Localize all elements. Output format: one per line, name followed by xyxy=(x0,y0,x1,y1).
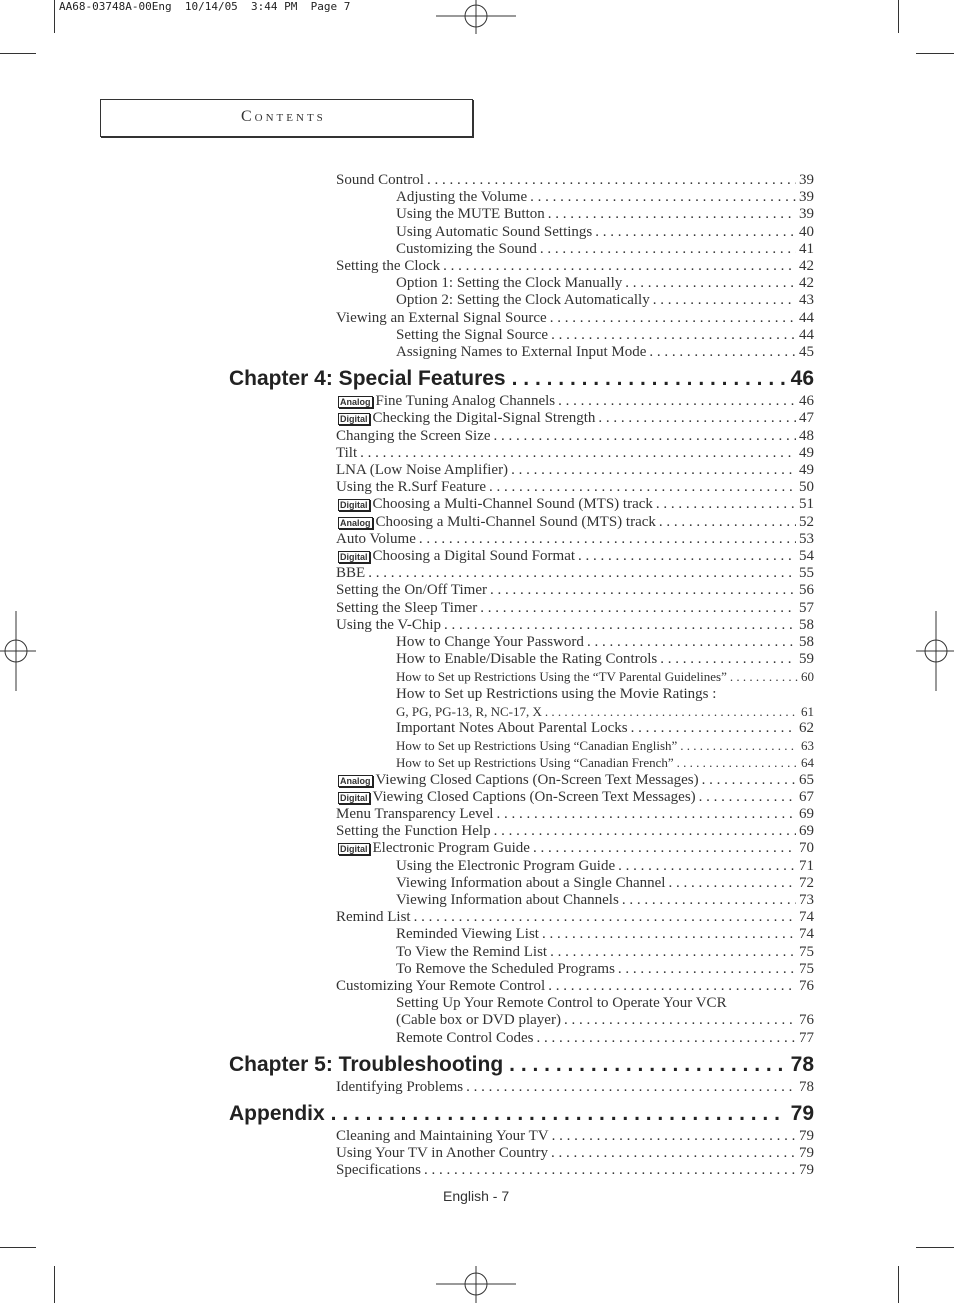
registration-mark-icon xyxy=(0,611,36,691)
toc-page-number: 74 xyxy=(799,909,814,926)
toc-entry[interactable] xyxy=(396,944,814,961)
crop-mark xyxy=(54,1266,55,1303)
toc-page-number: 71 xyxy=(799,857,814,874)
toc-entry-label: Changing the Screen Size xyxy=(336,427,491,444)
toc-page-number: 58 xyxy=(799,616,814,633)
toc-entry[interactable] xyxy=(336,1145,814,1162)
toc-entry-label: LNA (Low Noise Amplifier) xyxy=(336,462,509,478)
toc-entry[interactable] xyxy=(338,548,814,565)
toc-entry[interactable] xyxy=(336,479,814,496)
toc-entry[interactable] xyxy=(336,1128,814,1145)
toc-entry-label: Using Automatic Sound Settings xyxy=(396,223,593,240)
toc-entry[interactable] xyxy=(336,806,814,823)
toc-entry-label: Viewing Information about Channels xyxy=(396,892,619,908)
digital-badge-icon: Digital xyxy=(340,500,368,511)
toc-entry[interactable] xyxy=(338,789,814,806)
leader-dots xyxy=(558,393,796,410)
toc-page-number: 57 xyxy=(799,599,814,616)
toc-page-number: 39 xyxy=(799,206,814,223)
toc-entry[interactable] xyxy=(396,995,814,1012)
toc-entry[interactable] xyxy=(336,617,814,634)
crop-mark xyxy=(54,0,55,33)
toc-entry[interactable] xyxy=(396,737,814,754)
toc-entry-label: Identifying Problems xyxy=(336,1078,464,1095)
toc-page-number: 44 xyxy=(799,309,814,326)
chapter-page-number: 78 xyxy=(790,1052,814,1076)
toc-entry-label: Viewing Closed Captions (On-Screen Text Messages) xyxy=(372,788,696,805)
toc-entry[interactable] xyxy=(396,1030,814,1047)
chapter-heading[interactable] xyxy=(229,365,814,391)
toc-page-number: 75 xyxy=(799,960,814,977)
digital-badge-icon: Digital xyxy=(340,414,368,425)
toc-page-number: 69 xyxy=(799,823,814,840)
toc-page-number: 73 xyxy=(799,892,814,908)
toc-page-number: 45 xyxy=(799,344,814,360)
toc-entry[interactable] xyxy=(396,327,814,344)
leader-dots xyxy=(551,1145,796,1162)
toc-entry[interactable] xyxy=(396,754,814,771)
toc-entry[interactable] xyxy=(336,909,814,926)
toc-page-number: 67 xyxy=(799,788,814,805)
toc-entry[interactable] xyxy=(396,275,814,292)
toc-page-number: 62 xyxy=(799,720,814,736)
leader-dots xyxy=(419,531,796,548)
toc-entry[interactable] xyxy=(396,206,814,223)
toc-page-number: 50 xyxy=(799,479,814,496)
analog-badge-icon: Analog xyxy=(340,775,371,786)
toc-entry-label: Setting Up Your Remote Control to Operate Your VCR xyxy=(396,995,727,1012)
toc-entry-label: G, PG, PG-13, R, NC-17, X xyxy=(396,703,542,719)
toc-entry[interactable] xyxy=(336,428,814,445)
crop-mark xyxy=(916,53,954,54)
toc-page-number: 61 xyxy=(801,703,814,719)
leader-dots xyxy=(494,428,796,445)
toc-entry-label: Assigning Names to External Input Mode xyxy=(396,344,647,360)
chapter-title: Chapter 5: Troubleshooting xyxy=(229,1052,504,1076)
leader-dots xyxy=(551,327,796,344)
toc-page-number: 70 xyxy=(799,840,814,857)
toc-entry-label: Electronic Program Guide xyxy=(372,840,530,857)
toc-entry-label: Important Notes About Parental Locks xyxy=(396,720,628,736)
leader-dots xyxy=(443,258,796,275)
toc-entry[interactable] xyxy=(396,961,814,978)
toc-entry-label: (Cable box or DVD player) xyxy=(396,1012,561,1029)
leader-dots xyxy=(542,926,796,943)
toc-page-number: 46 xyxy=(799,393,814,410)
leader-dots xyxy=(368,565,796,582)
toc-page-number: 60 xyxy=(801,669,814,685)
leader-dots xyxy=(668,875,796,892)
toc-entry-label: Option 1: Setting the Clock Manually xyxy=(396,275,623,292)
toc-entry[interactable] xyxy=(396,858,814,875)
toc-entry-label: Using the R.Surf Feature xyxy=(336,479,486,496)
toc-entry[interactable] xyxy=(396,875,814,892)
toc-entry-label: Option 2: Setting the Clock Automatically xyxy=(396,292,650,309)
leader-dots xyxy=(552,1128,796,1145)
toc-entry[interactable] xyxy=(396,926,814,943)
leader-dots xyxy=(564,1012,796,1029)
toc-page-number: 42 xyxy=(799,258,814,274)
registration-mark-icon xyxy=(436,0,516,34)
leader-dots xyxy=(660,651,796,668)
leader-dots xyxy=(618,961,796,978)
page-title: Contents xyxy=(241,108,326,125)
toc-entry-label: To View the Remind List xyxy=(396,943,548,960)
toc-page-number: 63 xyxy=(801,738,814,754)
leader-dots xyxy=(489,479,796,496)
toc-entry[interactable] xyxy=(336,600,814,617)
leader-dots xyxy=(490,582,796,599)
toc-entry-label: How to Set up Restrictions Using the “TV Parental Guidelines” xyxy=(396,669,727,685)
toc-entry[interactable] xyxy=(338,772,814,789)
toc-entry-label: Setting the Clock xyxy=(336,258,441,274)
toc-page-number: 76 xyxy=(799,1012,814,1029)
toc-entry-label: Setting the On/Off Timer xyxy=(336,582,487,599)
toc-entry[interactable] xyxy=(396,241,814,258)
toc-entry[interactable] xyxy=(336,1162,814,1179)
toc-entry-label: Setting the Signal Source xyxy=(396,326,549,343)
leader-dots xyxy=(680,737,798,754)
leader-dots xyxy=(649,344,796,361)
toc-page-number: 72 xyxy=(799,874,814,891)
toc-page-number: 55 xyxy=(799,565,814,582)
toc-page-number: 49 xyxy=(799,444,814,461)
toc-entry-label: Cleaning and Maintaining Your TV xyxy=(336,1128,549,1144)
toc-entry[interactable] xyxy=(396,703,814,720)
toc-entry-label: Sound Control xyxy=(336,172,424,188)
toc-entry[interactable] xyxy=(396,224,814,241)
chapter-title: Appendix xyxy=(229,1102,325,1125)
leader-dots xyxy=(466,1079,796,1096)
toc-page-number: 39 xyxy=(799,172,814,188)
toc-page-number: 78 xyxy=(799,1078,814,1095)
leader-dots xyxy=(550,310,796,327)
crop-mark xyxy=(0,53,36,54)
toc-page-number: 52 xyxy=(799,513,814,530)
toc-page-number: 75 xyxy=(799,943,814,960)
leader-dots xyxy=(595,224,796,241)
toc-page-number: 47 xyxy=(799,410,814,427)
toc-entry-label: Adjusting the Volume xyxy=(396,189,528,206)
toc-entry[interactable] xyxy=(338,840,814,857)
toc-entry-label: How to Set up Restrictions Using “Canadian French” xyxy=(396,755,674,771)
chapter-page-number: 46 xyxy=(790,367,814,391)
toc-entry-label: How to Set up Restrictions using the Movie Ratings : xyxy=(396,685,717,702)
toc-entry-label: How to Set up Restrictions Using “Canadian English” xyxy=(396,738,678,754)
toc-page-number: 39 xyxy=(799,189,814,206)
toc-entry[interactable] xyxy=(336,582,814,599)
toc-page-number: 56 xyxy=(799,582,814,599)
toc-page-number: 43 xyxy=(799,292,814,309)
toc-entry-label: Checking the Digital-Signal Strength xyxy=(372,410,596,427)
crop-mark xyxy=(0,1247,36,1248)
toc-entry[interactable] xyxy=(396,292,814,309)
registration-mark-icon xyxy=(436,1266,516,1303)
toc-entry-label: Viewing Closed Captions (On-Screen Text Messages) xyxy=(375,771,699,788)
print-slug: AA68-03748A-00Eng 10/14/05 3:44 PM Page 7 xyxy=(59,0,351,13)
toc-entry[interactable] xyxy=(338,410,814,427)
toc-entry-label: How to Enable/Disable the Rating Controls xyxy=(396,651,658,668)
toc-entry-label: BBE xyxy=(336,565,366,582)
toc-entry[interactable] xyxy=(336,1079,814,1096)
toc-entry-label: Viewing Information about a Single Channel xyxy=(396,874,666,891)
toc-page-number: 65 xyxy=(799,771,814,788)
toc-entry[interactable] xyxy=(396,686,814,703)
leader-dots xyxy=(699,789,796,806)
leader-dots xyxy=(622,892,796,909)
crop-mark xyxy=(898,1266,899,1303)
toc-page-number: 59 xyxy=(799,651,814,668)
leader-dots xyxy=(578,548,796,565)
toc-page-number: 53 xyxy=(799,530,814,547)
toc-page-number: 48 xyxy=(799,427,814,444)
leader-dots xyxy=(656,496,796,513)
leader-dots xyxy=(540,241,796,258)
leader-dots xyxy=(631,720,796,737)
toc-entry[interactable] xyxy=(396,1012,814,1029)
toc-entry[interactable] xyxy=(336,445,814,462)
leader-dots xyxy=(702,772,796,789)
leader-dots xyxy=(625,275,796,292)
leader-dots xyxy=(444,617,796,634)
leader-dots xyxy=(509,1053,784,1077)
toc-entry[interactable] xyxy=(336,565,814,582)
leader-dots xyxy=(533,840,796,857)
toc-entry-label: Customizing Your Remote Control xyxy=(336,978,546,994)
toc-page-number: 41 xyxy=(799,240,814,257)
toc-entry-label: To Remove the Scheduled Programs xyxy=(396,960,615,977)
toc-entry-label: Viewing an External Signal Source xyxy=(336,309,547,326)
toc-page-number: 51 xyxy=(799,496,814,513)
toc-entry-label: Remind List xyxy=(336,909,411,926)
toc-entry[interactable] xyxy=(396,720,814,737)
leader-dots xyxy=(587,634,796,651)
toc-entry-label: Choosing a Multi-Channel Sound (MTS) track xyxy=(372,496,653,513)
toc-entry-label: Using the V-Chip xyxy=(336,616,442,633)
leader-dots xyxy=(598,410,796,427)
digital-badge-icon: Digital xyxy=(340,552,368,562)
toc-entry[interactable] xyxy=(336,823,814,840)
toc-entry-label: Setting the Function Help xyxy=(336,823,491,840)
toc-entry[interactable] xyxy=(336,172,814,189)
analog-badge-icon: Analog xyxy=(340,517,371,528)
toc-page-number: 69 xyxy=(799,806,814,822)
toc-entry-label: Customizing the Sound xyxy=(396,240,537,257)
toc-entry-label: Menu Transparency Level xyxy=(336,806,494,822)
leader-dots xyxy=(653,292,796,309)
toc-entry[interactable] xyxy=(338,496,814,513)
leader-dots xyxy=(548,978,796,995)
toc-entry[interactable] xyxy=(336,531,814,548)
toc-page-number: 77 xyxy=(799,1029,814,1046)
page-footer: English - 7 xyxy=(443,1188,510,1204)
toc-page-number: 49 xyxy=(799,462,814,478)
digital-badge-icon: Digital xyxy=(340,792,368,803)
toc-entry-label: Tilt xyxy=(336,444,358,461)
toc-entry[interactable] xyxy=(338,514,814,531)
crop-mark xyxy=(916,1247,954,1248)
toc-entry[interactable] xyxy=(396,892,814,909)
chapter-heading[interactable] xyxy=(229,1100,814,1126)
toc-entry-label: Reminded Viewing List xyxy=(396,926,539,943)
toc-entry-label: How to Change Your Password xyxy=(396,634,584,650)
leader-dots xyxy=(480,600,796,617)
toc-entry[interactable] xyxy=(396,344,814,361)
leader-dots xyxy=(494,823,796,840)
toc-entry[interactable] xyxy=(396,651,814,668)
toc-entry-label: Specifications xyxy=(336,1162,421,1179)
toc-page-number: 64 xyxy=(801,755,814,771)
chapter-title: Chapter 4: Special Features xyxy=(229,367,506,391)
toc-entry[interactable] xyxy=(336,462,814,479)
leader-dots xyxy=(550,944,796,961)
toc-page-number: 44 xyxy=(799,326,814,343)
toc-entry[interactable] xyxy=(338,393,814,410)
leader-dots xyxy=(530,189,796,206)
toc-page-number: 40 xyxy=(799,223,814,240)
leader-dots xyxy=(548,206,796,223)
toc-page-number: 79 xyxy=(799,1145,814,1162)
leader-dots xyxy=(414,909,796,926)
leader-dots xyxy=(537,1030,797,1047)
toc-page-number: 58 xyxy=(799,634,814,650)
leader-dots xyxy=(618,858,796,875)
toc-page-number: 54 xyxy=(799,548,814,564)
leader-dots xyxy=(427,172,796,189)
toc-entry[interactable] xyxy=(396,189,814,206)
toc-page-number: 76 xyxy=(799,978,814,994)
contents-header-box xyxy=(100,99,473,137)
toc-entry-label: Using the MUTE Button xyxy=(396,206,545,223)
toc-entry-label: Fine Tuning Analog Channels xyxy=(375,393,556,410)
toc-entry[interactable] xyxy=(396,634,814,651)
toc-entry[interactable] xyxy=(336,258,814,275)
leader-dots xyxy=(511,462,796,479)
toc-entry-label: Remote Control Codes xyxy=(396,1029,534,1046)
toc-entry-label: Using Your TV in Another Country xyxy=(336,1145,548,1162)
toc-entry[interactable] xyxy=(396,668,814,685)
leader-dots xyxy=(512,367,785,391)
leader-dots xyxy=(677,754,798,771)
toc-entry[interactable] xyxy=(336,310,814,327)
leader-dots xyxy=(331,1102,785,1126)
toc-entry[interactable] xyxy=(336,978,814,995)
digital-badge-icon: Digital xyxy=(340,844,368,855)
toc-page-number: 74 xyxy=(799,926,814,943)
toc-page-number: 79 xyxy=(799,1128,814,1144)
toc-page-number: 79 xyxy=(799,1162,814,1179)
leader-dots xyxy=(360,445,796,462)
toc-entry-label: Using the Electronic Program Guide xyxy=(396,857,616,874)
toc-entry-label: Auto Volume xyxy=(336,530,416,547)
toc-page-number: 42 xyxy=(799,275,814,292)
leader-dots xyxy=(496,806,796,823)
toc-entry-label: Setting the Sleep Timer xyxy=(336,599,478,616)
toc-entry-label: Choosing a Digital Sound Format xyxy=(372,548,576,564)
leader-dots xyxy=(545,703,798,720)
leader-dots xyxy=(659,514,796,531)
leader-dots xyxy=(424,1162,796,1179)
toc-entry-label: Choosing a Multi-Channel Sound (MTS) track xyxy=(375,513,656,530)
chapter-heading[interactable] xyxy=(229,1051,814,1077)
chapter-page-number: 79 xyxy=(790,1102,814,1125)
crop-mark xyxy=(898,0,899,33)
leader-dots xyxy=(730,668,798,685)
registration-mark-icon xyxy=(916,611,954,691)
analog-badge-icon: Analog xyxy=(340,397,371,408)
